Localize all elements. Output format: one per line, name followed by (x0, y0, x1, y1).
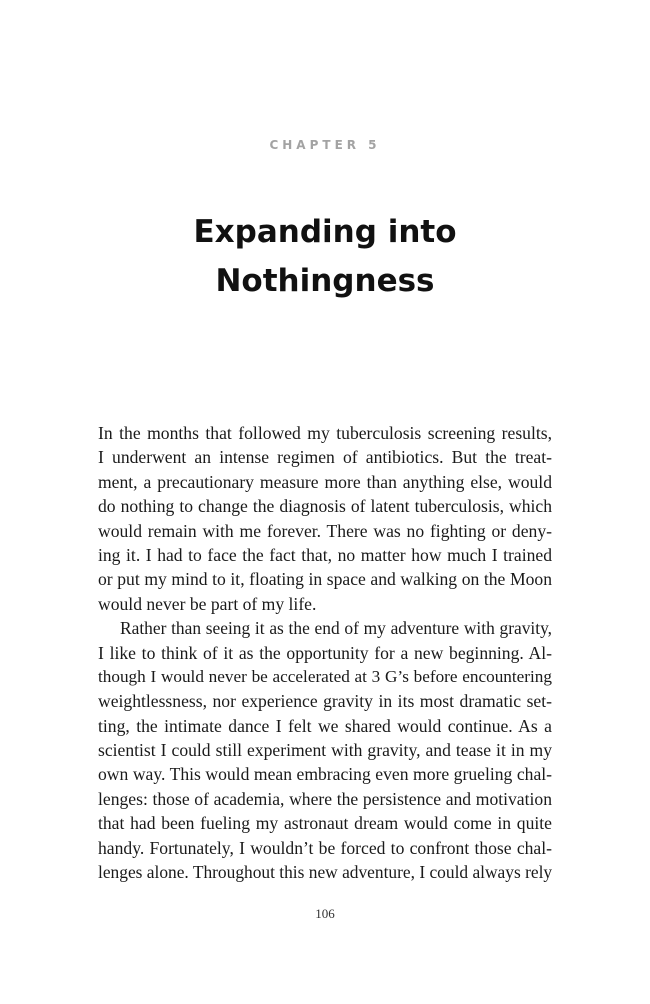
text-line: lenges alone. Throughout this new adventure, I could always rely (98, 862, 553, 883)
text-line: I underwent an intense regimen of antibiotics. But the treat- (98, 447, 552, 468)
text-line: handy. Fortunately, I wouldn’t be forced to confront those chal- (98, 837, 552, 858)
text-line: would never be part of my life. (98, 593, 317, 614)
text-line: that had been fueling my astronaut dream would come in quite (98, 813, 552, 834)
text-line: ing it. I had to face the fact that, no matter how much I trained (98, 544, 552, 565)
text-line: weightlessness, nor experience gravity in its most dramatic set- (98, 691, 552, 712)
text-line: lenges: those of academia, where the persistence and motivation (98, 788, 552, 809)
paragraph (98, 616, 552, 884)
text-line: or put my mind to it, floating in space and walking on the Moon (98, 569, 552, 590)
text-line: own way. This would mean embracing even more grueling chal- (98, 764, 552, 785)
paragraph (98, 421, 552, 616)
text-line: though I would never be accelerated at 3 G’s before encountering (98, 666, 552, 686)
chapter-label: CHAPTER 5 (269, 138, 381, 152)
text-line: do nothing to change the diagnosis of latent tuberculosis, which (98, 496, 552, 517)
text-line: Rather than seeing it as the end of my adventure with gravity, (120, 618, 552, 639)
chapter-title-line: Nothingness (215, 263, 435, 299)
text-line: I like to think of it as the opportunity for a new beginning. Al- (98, 642, 552, 663)
text-line: ment, a precautionary measure more than anything else, would (98, 471, 552, 492)
text-line: In the months that followed my tuberculosis screening results, (98, 423, 552, 443)
page-number: 106 (315, 906, 335, 921)
chapter-title-line: Expanding into (193, 214, 457, 250)
body-text (98, 421, 552, 884)
text-line: scientist I could still experiment with gravity, and tease it in my (98, 740, 552, 761)
text-line: would remain with me forever. There was no fighting or deny- (98, 520, 552, 541)
chapter-title (0, 208, 650, 306)
text-line: ting, the intimate dance I felt we shared would continue. As a (98, 715, 552, 736)
